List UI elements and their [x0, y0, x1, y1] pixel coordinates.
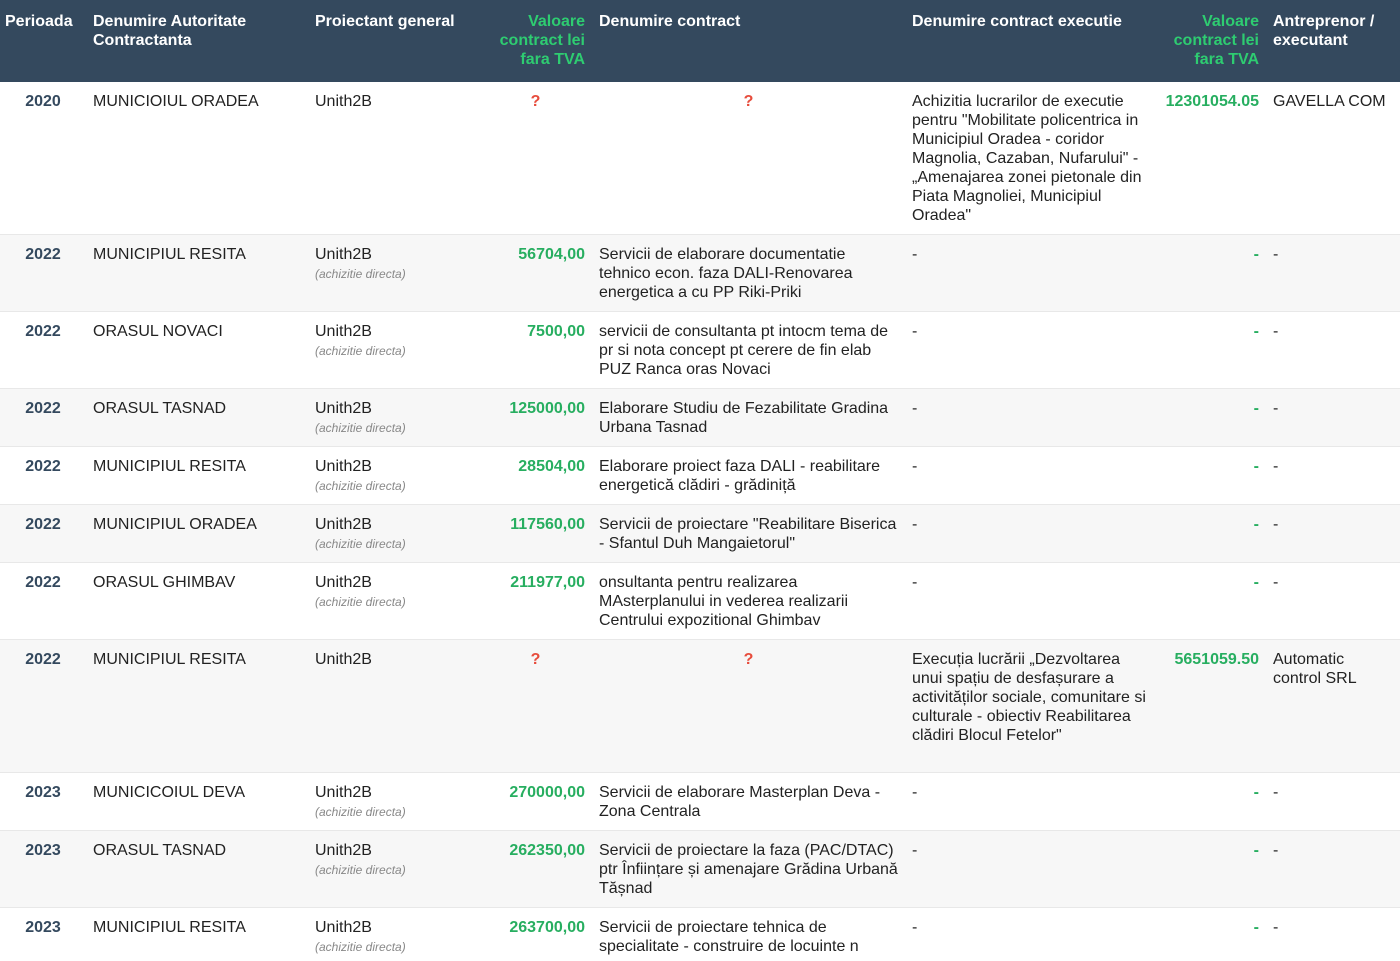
cell-proiectant	[308, 772, 479, 830]
proiectant-name: Unith2B	[315, 841, 372, 859]
cell-valoare-executie: 12301054.05	[1165, 93, 1259, 110]
cell-contract-executie: -	[912, 457, 918, 475]
proiectant-name: Unith2B	[315, 457, 372, 475]
cell-valoare: 117560,00	[510, 515, 585, 533]
cell-contract-executie: -	[912, 783, 918, 801]
table-row	[0, 639, 1400, 772]
cell-autoritate: MUNICIPIUL RESITA	[93, 245, 246, 263]
header-contract-executie: Denumire contract executie	[912, 13, 1122, 30]
cell-autoritate: ORASUL GHIMBAV	[93, 573, 236, 591]
proiectant-note: (achizitie directa)	[315, 862, 406, 877]
table-row	[0, 772, 1400, 830]
cell-valoare-executie: -	[1253, 515, 1259, 533]
cell-contract: Elaborare Studiu de Fezabilitate Gradina Urbana Tasnad	[599, 399, 889, 436]
cell-autoritate: MUNICIPIUL RESITA	[93, 650, 246, 668]
proiectant-name: Unith2B	[315, 918, 372, 936]
cell-valoare: 263700,00	[509, 918, 585, 936]
table-row	[0, 446, 1400, 504]
table-row	[0, 562, 1400, 639]
cell-valoare-unknown: ?	[530, 650, 541, 668]
cell-contract-executie: -	[912, 322, 918, 340]
cell-antreprenor: -	[1273, 918, 1279, 936]
cell-perioada: 2022	[25, 245, 61, 263]
proiectant-note: (achizitie directa)	[315, 343, 406, 358]
proiectant-note: (achizitie directa)	[315, 594, 406, 609]
cell-autoritate: MUNICIPIUL RESITA	[93, 457, 246, 475]
cell-proiectant	[308, 639, 479, 772]
cell-valoare-unknown: ?	[530, 93, 541, 110]
proiectant-name: Unith2B	[315, 93, 372, 110]
cell-contract-unknown: ?	[743, 93, 754, 110]
cell-contract: Elaborare proiect faza DALI - reabilitare energetică clădiri - grădiniță	[599, 457, 881, 494]
header-valoare-executie: Valoare contract lei fara TVA	[1173, 13, 1259, 68]
cell-autoritate: ORASUL NOVACI	[93, 322, 223, 340]
cell-antreprenor: -	[1273, 841, 1279, 859]
cell-valoare: 211977,00	[510, 573, 585, 591]
cell-perioada: 2022	[25, 457, 61, 475]
cell-valoare-executie: -	[1253, 783, 1259, 801]
table-row	[0, 388, 1400, 446]
cell-contract: Servicii de elaborare documentatie tehnico econ. faza DALI-Renovarea energetica a cu PP Riki-Priki	[599, 245, 853, 301]
table-row	[0, 311, 1400, 388]
cell-autoritate: MUNICICOIUL DEVA	[93, 783, 246, 801]
cell-antreprenor: -	[1273, 783, 1279, 801]
cell-valoare: 262350,00	[509, 841, 585, 859]
table-row	[0, 830, 1400, 907]
cell-proiectant	[308, 388, 479, 446]
cell-proiectant	[308, 234, 479, 311]
header-valoare: Valoare contract lei fara TVA	[499, 13, 585, 68]
cell-autoritate: ORASUL TASNAD	[93, 841, 227, 859]
cell-valoare-executie: 5651059.50	[1174, 650, 1259, 668]
proiectant-note: (achizitie directa)	[315, 266, 406, 281]
cell-contract: servicii de consultanta pt intocm tema de pr si nota concept pt cerere de fin elab PUZ Ranca oras Novaci	[599, 322, 889, 378]
cell-perioada: 2023	[25, 783, 61, 801]
cell-contract: Servicii de proiectare "Reabilitare Biserica - Sfantul Duh Mangaietorul"	[599, 515, 897, 552]
cell-valoare-executie: -	[1253, 573, 1259, 591]
proiectant-note: (achizitie directa)	[315, 420, 406, 435]
cell-valoare-executie: -	[1253, 399, 1259, 417]
cell-contract: Servicii de proiectare tehnica de specialitate - construire de locuinte n	[599, 918, 859, 955]
header-antreprenor: Antreprenor / executant	[1273, 13, 1375, 49]
cell-contract-executie: -	[912, 841, 918, 859]
cell-contract: Servicii de elaborare Masterplan Deva - Zona Centrala	[599, 783, 881, 820]
proiectant-name: Unith2B	[315, 650, 372, 668]
proiectant-note: (achizitie directa)	[315, 536, 406, 551]
cell-contract-executie: Execuția lucrării „Dezvoltarea unui spațiu de desfașurare a activităților sociale, comunitare si culturale - obiectiv Reabilitarea clădiri Blocul Fetelor"	[912, 650, 1146, 744]
cell-proiectant	[308, 82, 479, 234]
cell-valoare: 56704,00	[518, 245, 585, 263]
cell-valoare: 7500,00	[527, 322, 585, 340]
cell-perioada: 2022	[25, 322, 61, 340]
cell-perioada: 2022	[25, 515, 61, 533]
proiectant-note: (achizitie directa)	[315, 939, 406, 954]
cell-perioada: 2020	[25, 93, 61, 110]
cell-perioada: 2022	[25, 399, 61, 417]
proiectant-name: Unith2B	[315, 399, 372, 417]
cell-valoare: 270000,00	[509, 783, 585, 801]
cell-autoritate: ORASUL TASNAD	[93, 399, 227, 417]
cell-antreprenor: -	[1273, 245, 1279, 263]
cell-proiectant	[308, 311, 479, 388]
proiectant-name: Unith2B	[315, 573, 372, 591]
cell-autoritate: MUNICIPIUL RESITA	[93, 918, 246, 936]
cell-contract-executie: -	[912, 245, 918, 263]
table-header-row	[0, 0, 1400, 82]
cell-valoare-executie: -	[1253, 841, 1259, 859]
cell-contract-executie: Achizitia lucrarilor de executie pentru "Mobilitate policentrica in Municipiul Oradea - coridor Magnolia, Cazaban, Nufarului" - „Amenajarea zonei pietonale din Piata Magnoliei, Municipiul Oradea"	[912, 93, 1142, 224]
cell-contract-executie: -	[912, 399, 918, 417]
proiectant-name: Unith2B	[315, 515, 372, 533]
cell-contract: Servicii de proiectare la faza (PAC/DTAC) ptr Înființare și amenajare Grădina Urbană Tășnad	[599, 841, 898, 897]
cell-antreprenor: -	[1273, 457, 1279, 475]
cell-proiectant	[308, 504, 479, 562]
header-perioada: Perioada	[5, 13, 73, 30]
cell-valoare-executie: -	[1253, 918, 1259, 936]
cell-antreprenor: -	[1273, 515, 1279, 533]
table-row	[0, 82, 1400, 234]
cell-proiectant	[308, 830, 479, 907]
cell-autoritate: MUNICIOIUL ORADEA	[93, 93, 259, 110]
cell-contract-executie: -	[912, 573, 918, 591]
cell-valoare-executie: -	[1253, 322, 1259, 340]
cell-proiectant	[308, 907, 479, 961]
cell-valoare: 125000,00	[509, 399, 585, 417]
cell-proiectant	[308, 446, 479, 504]
table-row	[0, 504, 1400, 562]
table-row	[0, 907, 1400, 961]
proiectant-note: (achizitie directa)	[315, 478, 406, 493]
cell-antreprenor: -	[1273, 322, 1279, 340]
cell-valoare-executie: -	[1253, 457, 1259, 475]
cell-proiectant	[308, 562, 479, 639]
cell-contract-executie: -	[912, 515, 918, 533]
header-autoritate: Denumire Autoritate Contractanta	[93, 13, 247, 49]
cell-antreprenor: -	[1273, 573, 1279, 591]
cell-contract-unknown: ?	[743, 650, 754, 668]
cell-contract: onsultanta pentru realizarea MAsterplanului in vederea realizarii Centrului expozitional Ghimbav	[599, 573, 849, 629]
cell-antreprenor: GAVELLA COM	[1273, 93, 1386, 110]
cell-antreprenor: Automatic control SRL	[1273, 650, 1357, 687]
proiectant-name: Unith2B	[315, 322, 372, 340]
header-proiectant: Proiectant general	[315, 13, 455, 30]
proiectant-name: Unith2B	[315, 245, 372, 263]
cell-antreprenor: -	[1273, 399, 1279, 417]
cell-perioada: 2022	[25, 573, 61, 591]
cell-perioada: 2022	[25, 650, 61, 668]
cell-perioada: 2023	[25, 918, 61, 936]
cell-valoare: 28504,00	[518, 457, 585, 475]
cell-contract-executie: -	[912, 918, 918, 936]
cell-valoare-executie: -	[1253, 245, 1259, 263]
cell-autoritate: MUNICIPIUL ORADEA	[93, 515, 257, 533]
table-row	[0, 234, 1400, 311]
header-contract: Denumire contract	[599, 13, 741, 30]
cell-perioada: 2023	[25, 841, 61, 859]
proiectant-name: Unith2B	[315, 783, 372, 801]
proiectant-note: (achizitie directa)	[315, 804, 406, 819]
